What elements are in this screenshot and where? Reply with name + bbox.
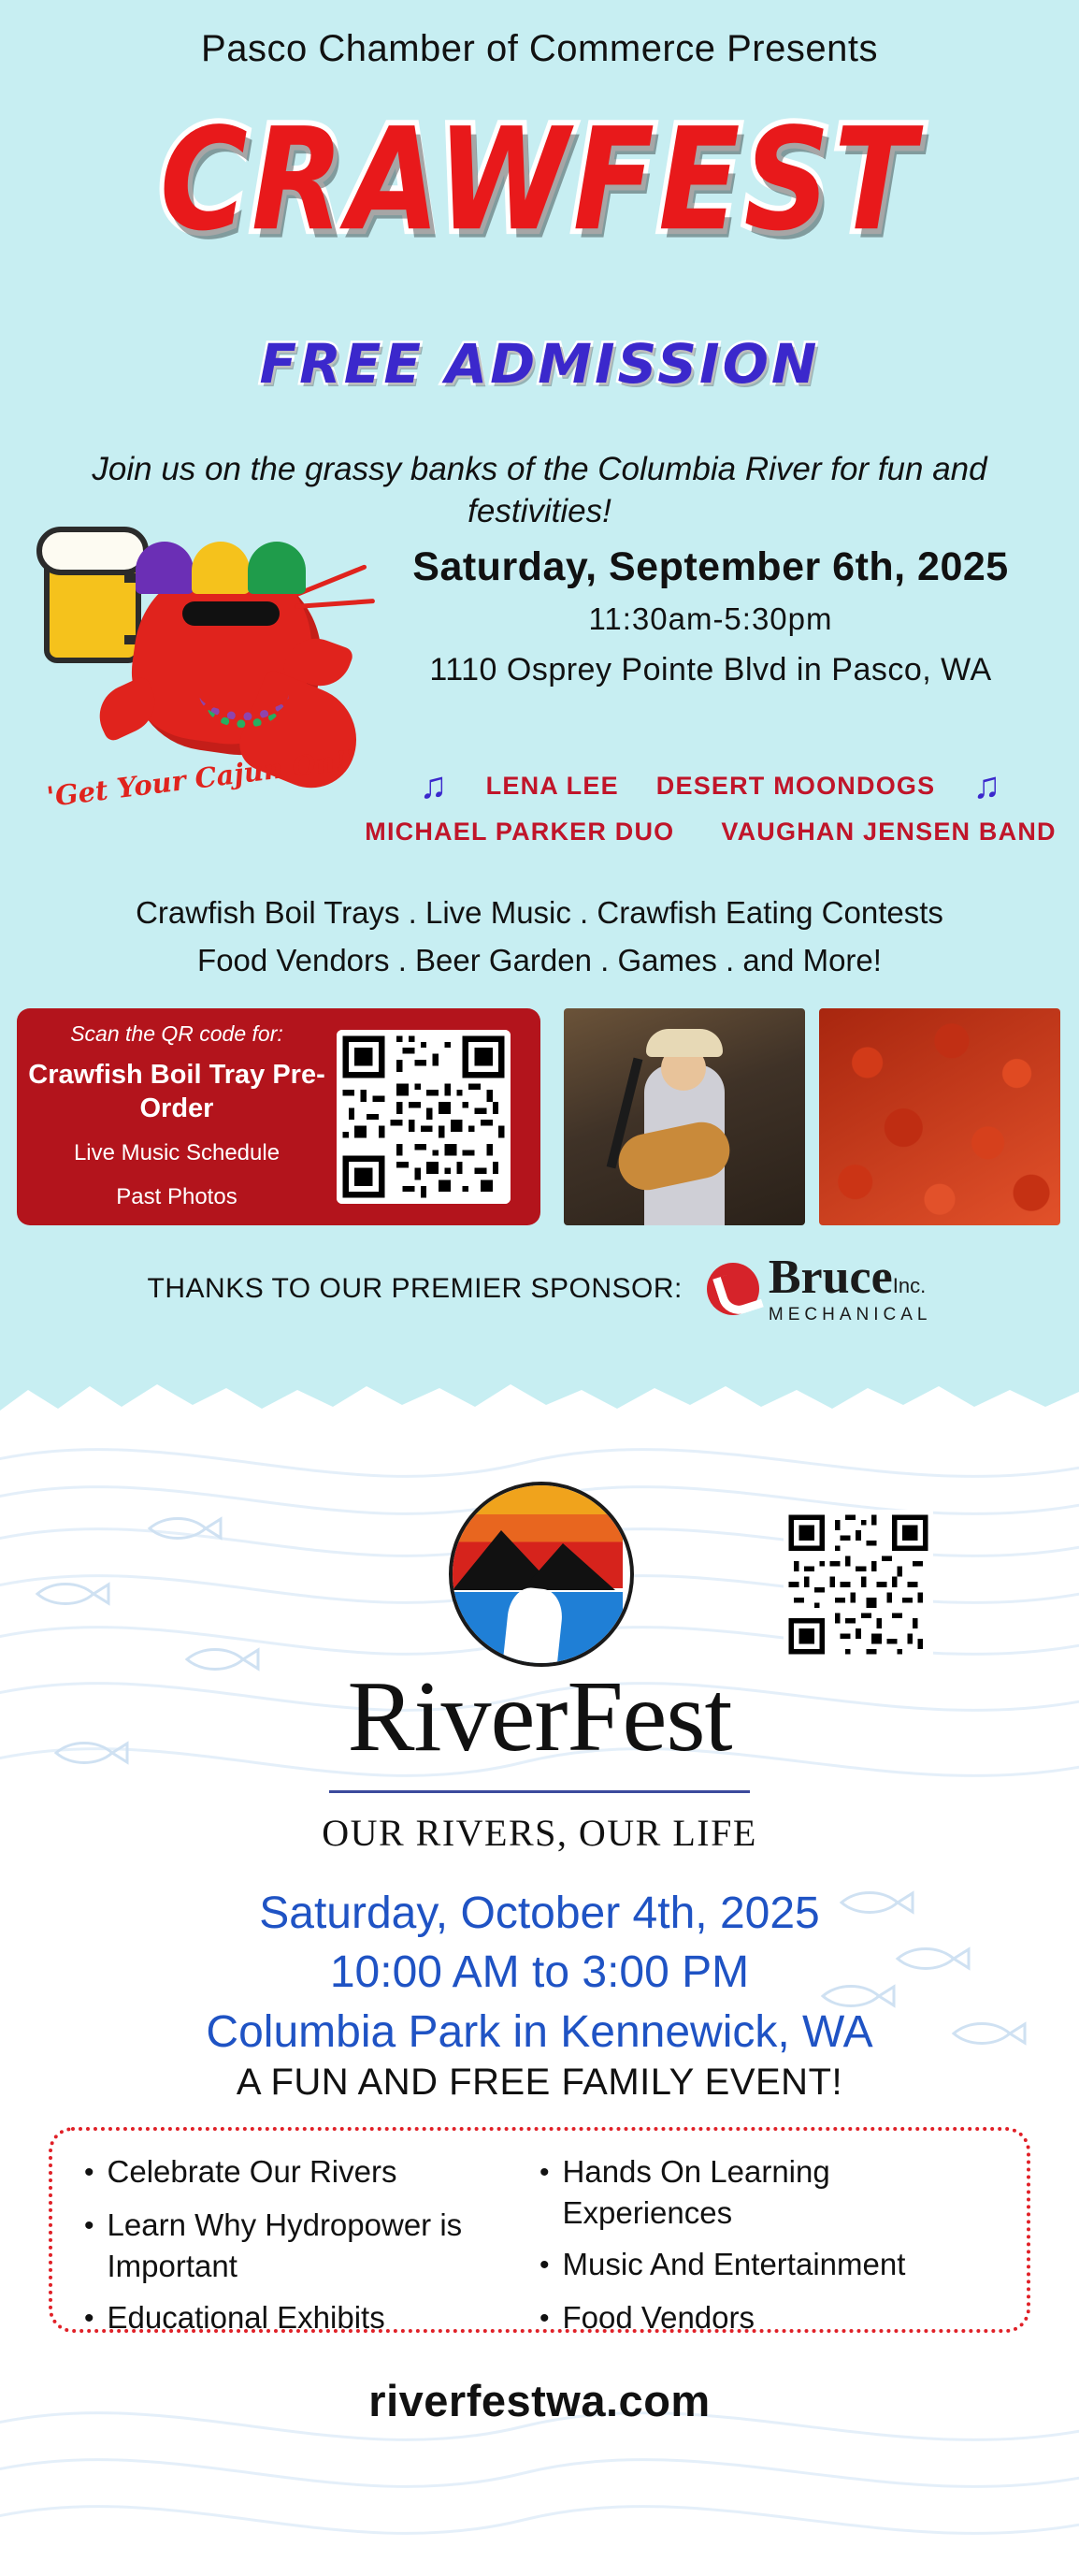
sunglasses-icon [182, 601, 280, 626]
crawfish-antenna-icon [295, 599, 375, 609]
bullet-icon: • [84, 2303, 94, 2335]
free-admission-wrap [0, 332, 1079, 396]
jester-hat-point-icon [192, 542, 250, 594]
music-note-icon: ♫ [972, 765, 1002, 806]
crawfest-title: CRAWFEST [159, 98, 920, 263]
crawfest-event-details [374, 544, 1047, 688]
riverfest-location: Columbia Park in Kennewick, WA [206, 2006, 873, 2057]
features-line-2: Food Vendors . Beer Garden . Games . and More! [197, 943, 882, 978]
riverfest-highlights [49, 2127, 1030, 2336]
riverfest-title: RiverFest [347, 1661, 732, 1773]
jester-hat-point-icon [248, 542, 306, 594]
riverfest-section [0, 1379, 1079, 2576]
crawfest-tagline: Join us on the grassy banks of the Columbia River for fun and festivities! [92, 451, 987, 529]
list-item [84, 2297, 540, 2339]
list-item [84, 2151, 540, 2193]
crawfish-boil-photo [819, 1008, 1060, 1225]
sponsor-row [0, 1253, 1079, 1324]
band-name: LENA LEE [485, 771, 619, 800]
music-note-icon: ♫ [419, 765, 449, 806]
list-item [540, 2297, 995, 2339]
qr-secondary-label-1: Live Music Schedule [73, 1140, 281, 1166]
crawfest-date: Saturday, September 6th, 2025 [412, 544, 1009, 589]
bullet-icon: • [540, 2157, 550, 2188]
bullet-icon: • [540, 2250, 550, 2281]
list-item-label: Celebrate Our Rivers [107, 2154, 397, 2189]
list-item-label: Music And Entertainment [562, 2247, 906, 2282]
performer-hat [646, 1029, 723, 1057]
band-name: VAUGHAN JENSEN BAND [721, 818, 1057, 846]
band-name: DESERT MOONDOGS [655, 771, 936, 800]
sponsor-name: Bruce [768, 1251, 893, 1304]
band-name: MICHAEL PARKER DUO [365, 818, 675, 846]
crawfest-features [56, 889, 1023, 984]
riverfest-subtitle: OUR RIVERS, OUR LIFE [322, 1812, 757, 1854]
qr-preorder-card[interactable] [17, 1008, 540, 1225]
list-item-label: Food Vendors [562, 2300, 755, 2336]
qr-card-text [17, 1021, 331, 1212]
qr-code-icon [784, 1510, 933, 1659]
jester-hat-icon [136, 536, 313, 594]
crawfest-address: 1110 Osprey Pointe Blvd in Pasco, WA [429, 652, 992, 687]
list-item-label: Learn Why Hydropower is Important [107, 2207, 463, 2283]
beer-foam-icon [36, 527, 149, 575]
free-admission-badge: FREE ADMISSION [259, 332, 820, 396]
title-divider [329, 1790, 750, 1793]
list-item [84, 2205, 540, 2286]
cajun-slogan: 'Get Your Cajun On!' [45, 743, 357, 814]
riverfest-date: Saturday, October 4th, 2025 [259, 1889, 820, 1938]
riverfest-qr-code[interactable] [784, 1510, 933, 1659]
qr-primary-label: Crawfish Boil Tray Pre-Order [28, 1059, 325, 1124]
list-item [540, 2244, 995, 2286]
crawfest-qr-code[interactable] [337, 1030, 511, 1204]
live-music-photo [564, 1008, 805, 1225]
bullet-icon: • [84, 2157, 94, 2188]
mardi-gras-beads-icon [207, 682, 281, 728]
list-item-label: Hands On Learning Experiences [562, 2154, 830, 2230]
crawfest-time: 11:30am-5:30pm [588, 601, 833, 636]
sponsor-inc: Inc. [892, 1274, 927, 1297]
qr-scan-label: Scan the QR code for: [70, 1020, 283, 1046]
riverfest-event-details [0, 1884, 1079, 2062]
highlights-column-left [84, 2151, 540, 2336]
qr-code-icon [337, 1030, 511, 1204]
list-item [540, 2151, 995, 2233]
jester-hat-point-icon [136, 542, 194, 594]
riverfest-website[interactable]: riverfestwa.com [368, 2376, 711, 2425]
bruce-swoosh-icon [707, 1263, 759, 1315]
sponsor-name-block [769, 1253, 932, 1324]
bullet-icon: • [84, 2210, 94, 2241]
highlights-column-right [540, 2151, 995, 2336]
presents-line: Pasco Chamber of Commerce Presents [201, 28, 878, 69]
crawfish-mascot-illustration [23, 528, 388, 814]
qr-secondary-label-2: Past Photos [116, 1183, 237, 1209]
riverfest-time: 10:00 AM to 3:00 PM [329, 1947, 750, 1998]
riverfest-logo [449, 1482, 634, 1667]
bullet-icon: • [540, 2303, 550, 2335]
sponsor-logo [707, 1253, 932, 1324]
crawfest-media-row [17, 1008, 1064, 1225]
riverfest-family-line: A FUN AND FREE FAMILY EVENT! [236, 2062, 843, 2103]
list-item-label: Educational Exhibits [107, 2300, 385, 2336]
sponsor-label: THANKS TO OUR PREMIER SPONSOR: [147, 1272, 683, 1304]
sponsor-mechanical: MECHANICAL [768, 1305, 932, 1324]
mountain-icon [522, 1543, 615, 1590]
features-line-1: Crawfish Boil Trays . Live Music . Crawfish Eating Contests [136, 895, 943, 930]
crawfest-band-lineup [365, 767, 1057, 847]
